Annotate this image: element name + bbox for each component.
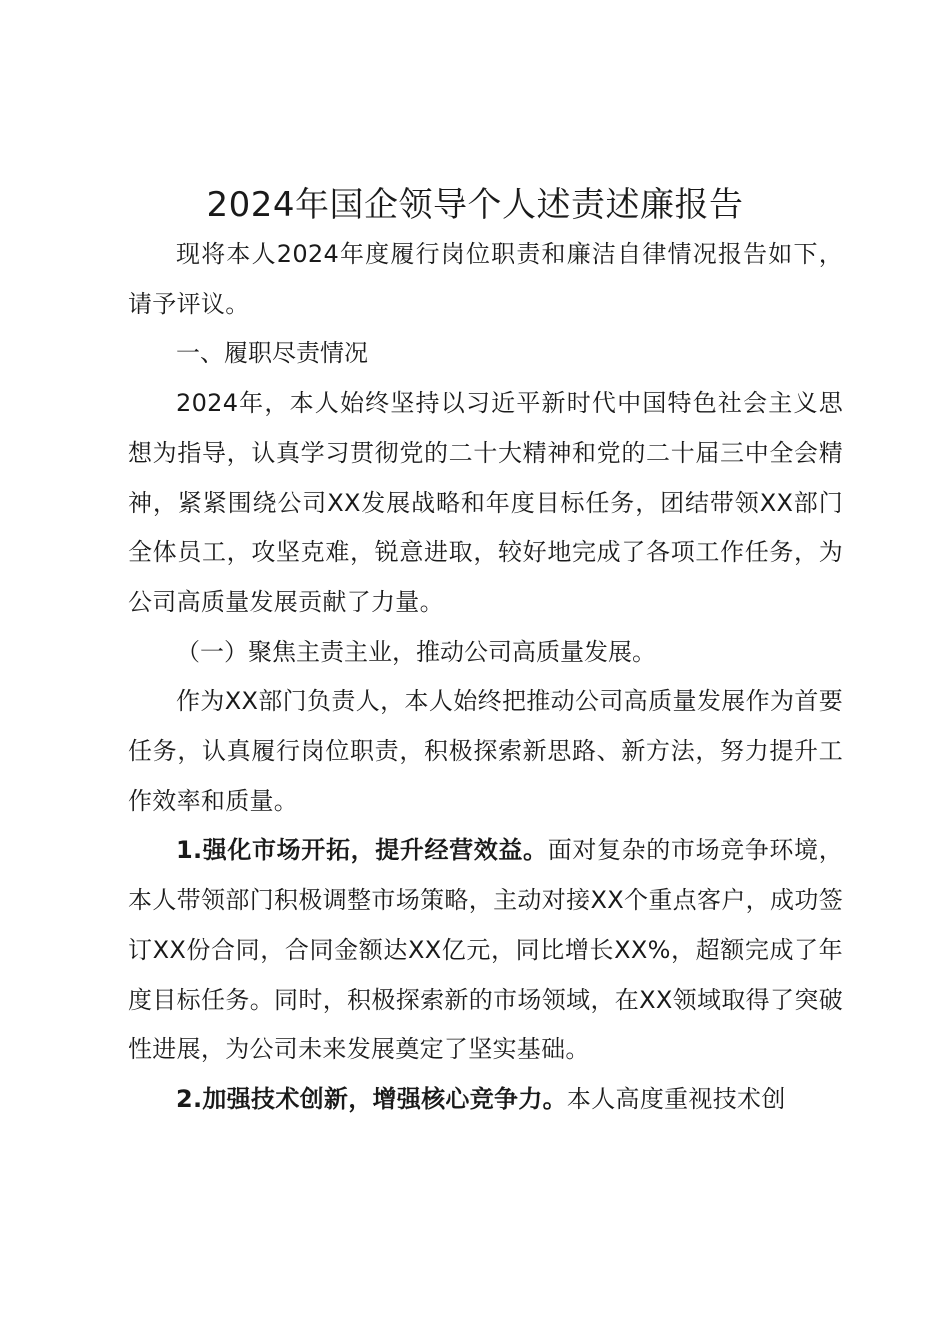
duty-summary-paragraph: 2024年，本人始终坚持以习近平新时代中国特色社会主义思想为指导，认真学习贯彻党的二十大精神和党的二十届三中全会精神，紧紧围绕公司XX发展战略和年度目标任务，团结带领XX部门全体员工，攻坚克难，锐意进取，较好地完成了各项工作任务，为公司高质量发展贡献了力量。: [128, 389, 843, 616]
market-lead: 1.强化市场开拓，提升经营效益。: [176, 836, 548, 865]
tech-text: 本人高度重视技术创: [566, 1084, 786, 1113]
market-paragraph: [128, 826, 843, 1075]
subsection-heading-focus: （一）聚焦主责主业，推动公司高质量发展。: [176, 637, 656, 666]
document-title: 2024年国企领导个人述责述廉报告: [206, 185, 744, 225]
tech-paragraph: [128, 1075, 843, 1125]
market-text: 面对复杂的市场竞争环境，本人带领部门积极调整市场策略，主动对接XX个重点客户，成功签订XX份合同，合同金额达XX亿元，同比增长XX%，超额完成了年度目标任务。同时，积极探索新的市场领域，在XX领域取得了突破性进展，为公司未来发展奠定了坚实基础。: [128, 836, 843, 1064]
tech-lead: 2.加强技术创新，增强核心竞争力。: [176, 1084, 567, 1113]
section-heading-duty: 一、履职尽责情况: [176, 339, 368, 368]
intro-paragraph: 现将本人2024年度履行岗位职责和廉洁自律情况报告如下，请予评议。: [128, 240, 843, 318]
document-body: [128, 230, 843, 1125]
focus-paragraph: 作为XX部门负责人，本人始终把推动公司高质量发展作为首要任务，认真履行岗位职责，积极探索新思路、新方法，努力提升工作效率和质量。: [128, 687, 843, 815]
